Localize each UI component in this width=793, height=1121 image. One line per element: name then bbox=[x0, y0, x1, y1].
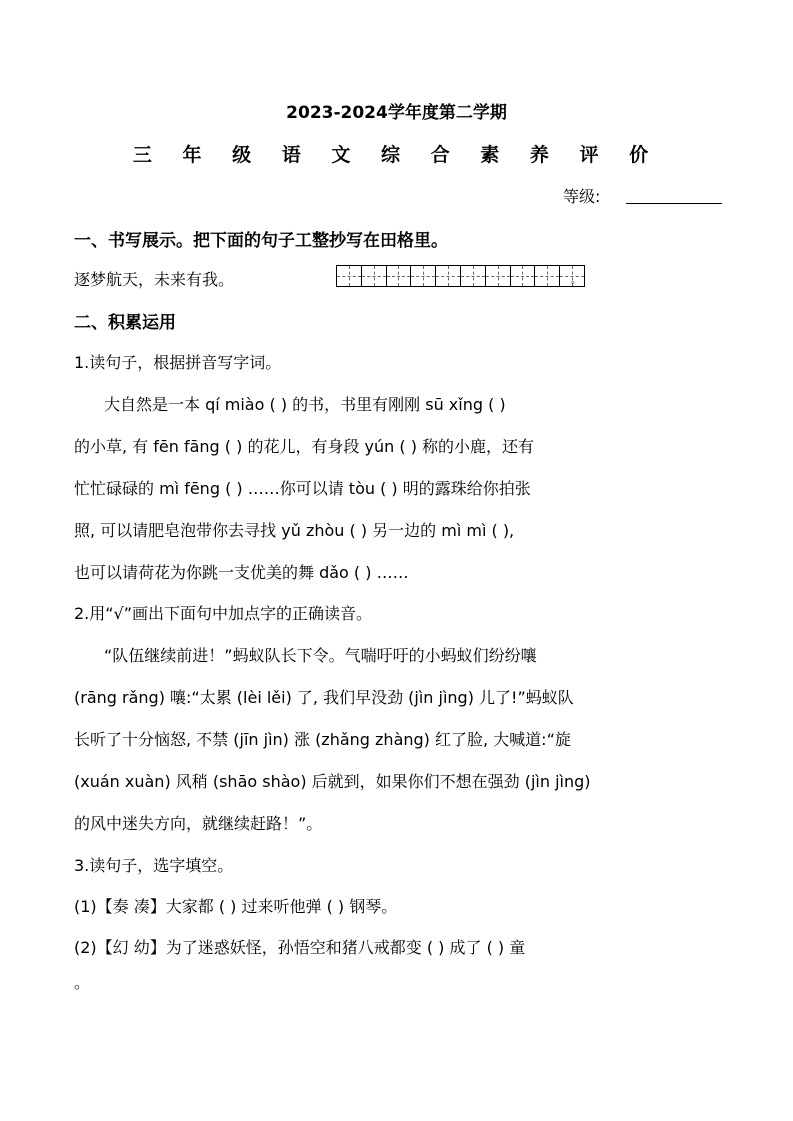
term-title: 2023-2024学年度第二学期 bbox=[286, 103, 507, 123]
q1-line: 也可以请荷花为你跳一支优美的舞 dǎo ( ) …… bbox=[74, 563, 409, 582]
q3-line: (1)【奏 凑】大家都 ( ) 过来听他弹 ( ) 钢琴。 bbox=[74, 897, 398, 916]
q3-line: 。 bbox=[74, 973, 91, 992]
grid-cell[interactable] bbox=[511, 266, 536, 286]
grade-label: 等级: bbox=[563, 187, 601, 206]
grid-cell[interactable] bbox=[411, 266, 436, 286]
q2-line: “队伍继续前进！”蚂蚁队长下令。气喘吁吁的小蚂蚁们纷纷嚷 bbox=[104, 646, 537, 665]
q2-line: (rāng rǎng) 嚷:“太累 (lèi lěi) 了, 我们早没劲 (jìn jìng) 儿了!”蚂蚁队 bbox=[74, 688, 574, 707]
q2-title: 2.用“√”画出下面句中加点字的正确读音。 bbox=[74, 604, 373, 623]
q3-title: 3.读句子，选字填空。 bbox=[74, 856, 234, 875]
section1-heading: 一、书写展示。把下面的句子工整抄写在田格里。 bbox=[74, 231, 448, 251]
grid-cell[interactable] bbox=[535, 266, 560, 286]
q1-title: 1.读句子，根据拼音写字词。 bbox=[74, 353, 282, 372]
grid-cell[interactable] bbox=[486, 266, 511, 286]
grid-cell[interactable] bbox=[436, 266, 461, 286]
grid-cell[interactable] bbox=[560, 266, 584, 286]
q1-line: 忙忙碌碌的 mì fēng ( ) ……你可以请 tòu ( ) 明的露珠给你拍张 bbox=[74, 479, 531, 498]
q1-line: 的小草, 有 fēn fāng ( ) 的花儿，有身段 yún ( ) 称的小鹿，还有 bbox=[74, 437, 535, 456]
exam-title: 三 年 级 语 文 综 合 素 养 评 价 bbox=[132, 144, 661, 166]
q1-line: 大自然是一本 qí miào ( ) 的书，书里有刚刚 sū xǐng ( ) bbox=[104, 395, 506, 414]
q2-line: 长听了十分恼怒, 不禁 (jīn jìn) 涨 (zhǎng zhàng) 红了脸, 大喊道:“旋 bbox=[74, 730, 571, 749]
grid-period: 。 bbox=[570, 275, 581, 286]
copy-sentence: 逐梦航天，未来有我。 bbox=[74, 270, 235, 289]
writing-grid[interactable] bbox=[336, 265, 585, 287]
grid-cell[interactable] bbox=[461, 266, 486, 286]
q1-line: 照, 可以请肥皂泡带你去寻找 yǔ zhòu ( ) 另一边的 mì mì ( ), bbox=[74, 521, 515, 540]
grid-cell[interactable] bbox=[387, 266, 412, 286]
q2-line: 的风中迷失方向，就继续赶路！”。 bbox=[74, 814, 323, 833]
grid-cell[interactable] bbox=[337, 266, 362, 286]
grid-cell[interactable] bbox=[362, 266, 387, 286]
q3-line: (2)【幻 幼】为了迷惑妖怪，孙悟空和猪八戒都变 ( ) 成了 ( ) 童 bbox=[74, 938, 526, 957]
q2-line: (xuán xuàn) 风稍 (shāo shào) 后就到，如果你们不想在强劲 (jìn jìng) bbox=[74, 772, 591, 791]
section2-heading: 二、积累运用 bbox=[74, 313, 176, 333]
grade-blank[interactable] bbox=[626, 203, 722, 204]
